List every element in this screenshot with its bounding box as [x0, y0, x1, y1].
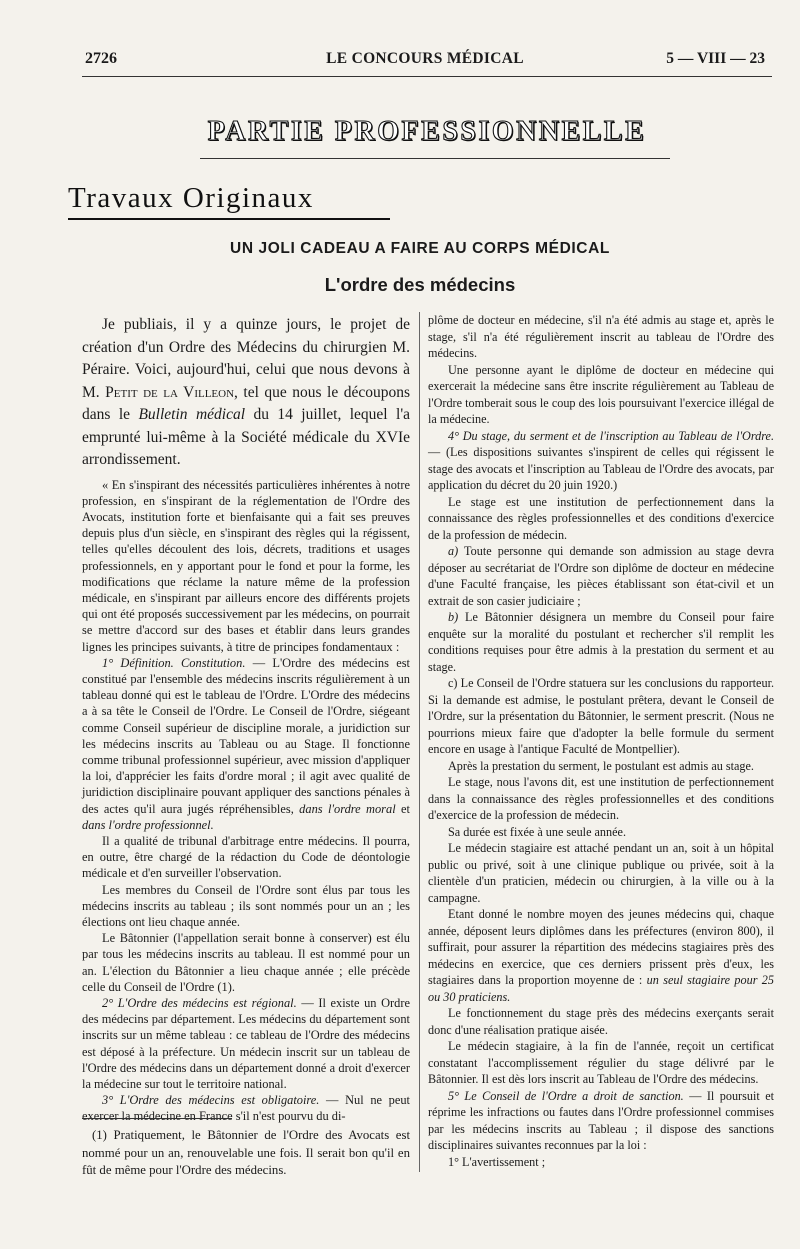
rubric-underline: [68, 218, 390, 220]
article-title: UN JOLI CADEAU A FAIRE AU CORPS MÉDICAL: [230, 240, 610, 257]
paragraph: 1° L'avertissement ;: [448, 1154, 546, 1169]
paragraph: Il a qualité de tribunal d'arbitrage entre médecins. Il pourra, en outre, être chargé de la rédaction du Code de déontologie médicale et d'en surveiller l'observation.: [82, 833, 410, 881]
right-column: [428, 312, 774, 1170]
paragraph: Le stage est une institution de perfectionnement dans la connaissance des règles professionnelles et des conditions d'exercice de la profession de médecin.: [428, 494, 774, 542]
footnote: (1) Pratiquement, le Bâtonnier de l'Ordre des Avocats est nommé pour un an, renouvelable une fois. Il serait bon qu'il en fût de même pour l'Ordre des médecins.: [82, 1128, 410, 1177]
running-header: [85, 50, 765, 72]
article-subtitle: L'ordre des médecins: [324, 274, 516, 295]
paragraph: Le fonctionnement du stage près des médecins exerçants serait donc d'une réalisation pratique aisée.: [428, 1006, 774, 1037]
section-title: PARTIE PROFESSIONNELLE: [207, 116, 647, 147]
paragraph: Après la prestation du serment, le postulant est admis au stage.: [448, 758, 754, 773]
paragraph: Le médecin stagiaire, à la fin de l'année, reçoit un certificat constatant l'accomplissement régulier du stage délivré par le Bâtonnier. Il est dès lors inscrit au Tableau de l'Ordre des médecins.: [428, 1039, 774, 1086]
paragraph: a) Toute personne qui demande son admission au stage devra déposer au secrétariat de l'Ordre son diplôme de docteur en médecine d'une Faculté française, les pièces établissant son état-civil et un extrait de son casier judiciaire ;: [428, 544, 774, 608]
left-column: [82, 314, 410, 1125]
paragraph: Le médecin stagiaire est attaché pendant un an, soit à un hôpital public ou privé, soit à une clinique publique ou privée, soit à la clientèle d'un praticien, médecin ou chirurgien, à la ville ou à la campagne.: [428, 841, 774, 905]
rubric-title: Travaux Originaux: [68, 182, 314, 214]
paragraph: 3° L'Ordre des médecins est obligatoire. — Nul ne peut exercer la médecine en France s'il n'est pourvu du di-: [82, 1093, 410, 1124]
paragraph: c) Le Conseil de l'Ordre statuera sur les conclusions du rapporteur. Si la demande est admise, le postulant prêtera, devant le Conseil de l'Ordre, sur la présentation du Bâtonnier, le serment prescrit. (Nous ne pourrions mieux faire que d'adopter la belle formule du serment encore en usage à l'antique Faculté de Montpellier).: [428, 676, 774, 756]
journal-reference: Bulletin médical: [138, 406, 246, 423]
paragraph: b) Le Bâtonnier désignera un membre du Conseil pour faire enquête sur la moralité du postulant et rechercher s'il remplit les conditions requises pour être admis à la prestation du serment et au stage.: [428, 610, 774, 674]
paragraph: Les membres du Conseil de l'Ordre sont élus par tous les médecins inscrits au tableau ; ils sont nommés pour un an ; les élections ont lieu chaque année.: [82, 882, 410, 929]
paragraph: Le stage, nous l'avons dit, est une institution de perfectionnement dans la connaissance des règles professionnelles et des conditions d'exercice de la profession de médecin.: [428, 775, 774, 822]
author-name: Petit de la Villeon: [105, 383, 235, 401]
paragraph: plôme de docteur en médecine, s'il n'a été admis au stage et, après le stage, s'il n'a été régulièrement inscrit au tableau de l'Ordre des médecins.: [428, 313, 774, 360]
column-divider: [419, 312, 420, 1172]
issue-date: 5 — VIII — 23: [666, 50, 765, 67]
paragraph: 4° Du stage, du serment et de l'inscription au Tableau de l'Ordre. — (Les dispositions suivantes s'inspirent de celles qui régissent le stage des avocats et l'inscription au Tableau de l'Ordre des avocats, par application du décret du 20 juin 1920.): [428, 428, 774, 492]
paragraph: Sa durée est fixée à une seule année.: [448, 824, 626, 839]
header-rule: [82, 76, 772, 77]
paragraph: Etant donné le nombre moyen des jeunes médecins qui, chaque année, déposent leurs diplômes dans les préfectures (environ 800), il suffirait, pour assurer la répartition des médecins stagiaires près des médecins en exercice, que ces derniers prissent près d'eux, les stagiaires dans la proportion moyenne de : un seul stagiaire pour 25 ou 30 praticiens.: [428, 907, 774, 1004]
paragraph: « En s'inspirant des nécessités particulières inhérentes à notre profession, en s'inspirant de la réglementation de l'Ordre des Avocats, institution forte et bienfaisante qui a fait ses preuves depuis plus d'un siècle, en s'inspirant des règles qui la régissent, telles qu'elles découlent des lois, décrets, traditions et usages professionnels, en y apportant pour le fond et pour la forme, les modifications que réclame la nature même de la profession médicale, en s'inspirant par ailleurs encore des différents projets qui ont été proposés successivement par les médecins, on pourrait se mettre d'accord sur des bases et établir dans leurs grandes lignes les principes suivants, à titre de principes fondamentaux :: [82, 477, 410, 654]
page-number: 2726: [85, 50, 117, 67]
paragraph: Une personne ayant le diplôme de docteur en médecine qui exercerait la médecine sans être inscrite régulièrement au Tableau de l'Ordre tomberait sous le coup des lois poursuivant l'exercice illégal de la médecine.: [428, 362, 774, 426]
paragraph: 2° L'Ordre des médecins est régional. — Il existe un Ordre des médecins par département. Les médecins du département sont inscrits sur un même tableau : ce tableau de l'Ordre des médecins est déposé à la préfecture. Un médecin inscrit sur un tableau de l'Ordre des médecins dans un département donné a droit d'exercer la médecine sur tout le territoire national.: [82, 996, 410, 1092]
footnote-rule: [82, 1118, 232, 1119]
journal-title: LE CONCOURS MÉDICAL: [326, 50, 524, 67]
article-body-left: [82, 477, 410, 1125]
section-rule: [200, 158, 670, 159]
intro-paragraph: Je publiais, il y a quinze jours, le projet de création d'un Ordre des Médecins du chirurgien M. Péraire. Voici, aujourd'hui, celui que nous devons à M. Petit de la Villeon, tel que nous le découpons dans le Bulletin médical du 14 juillet, lequel l'a emprunté lui-même à la Société médicale du XVIe arrondissement.: [82, 316, 411, 468]
paragraph: 1° Définition. Constitution. — L'Ordre des médecins est constitué par l'ensemble des médecins inscrits régulièrement à un tableau donné qui est le tableau de l'Ordre. L'Ordre des médecins a à sa tête le Conseil de l'Ordre. Le Conseil de l'Ordre, siégeant comme Conseil supérieur de discipline morale, a juridiction sur les médecins inscrits au Tableau ou au Stage. Il fonctionne comme tribunal professionnel supérieur, avec mission d'appliquer la loi, d'apprécier les faits d'ordre moral ; il agit avec qualité de juridiction disciplinaire pouvant appliquer des sanctions pénales à des actes qu'il aura jugés répréhensibles, dans l'ordre moral et dans l'ordre professionnel.: [82, 655, 410, 832]
paragraph: Le Bâtonnier (l'appellation serait bonne à conserver) est élu par tous les médecins inscrits au tableau. Il est nommé pour un an. L'élection du Bâtonnier a lieu chaque année ; elle précède celle du Conseil de l'Ordre (1).: [82, 931, 410, 994]
paragraph: 5° Le Conseil de l'Ordre a droit de sanction. — Il poursuit et réprime les infractions ou fautes dans l'Ordre professionnel commises par les médecins inscrits au Tableau ; il dispose des sanctions disciplinaires suivantes reconnues par la loi :: [428, 1088, 774, 1152]
